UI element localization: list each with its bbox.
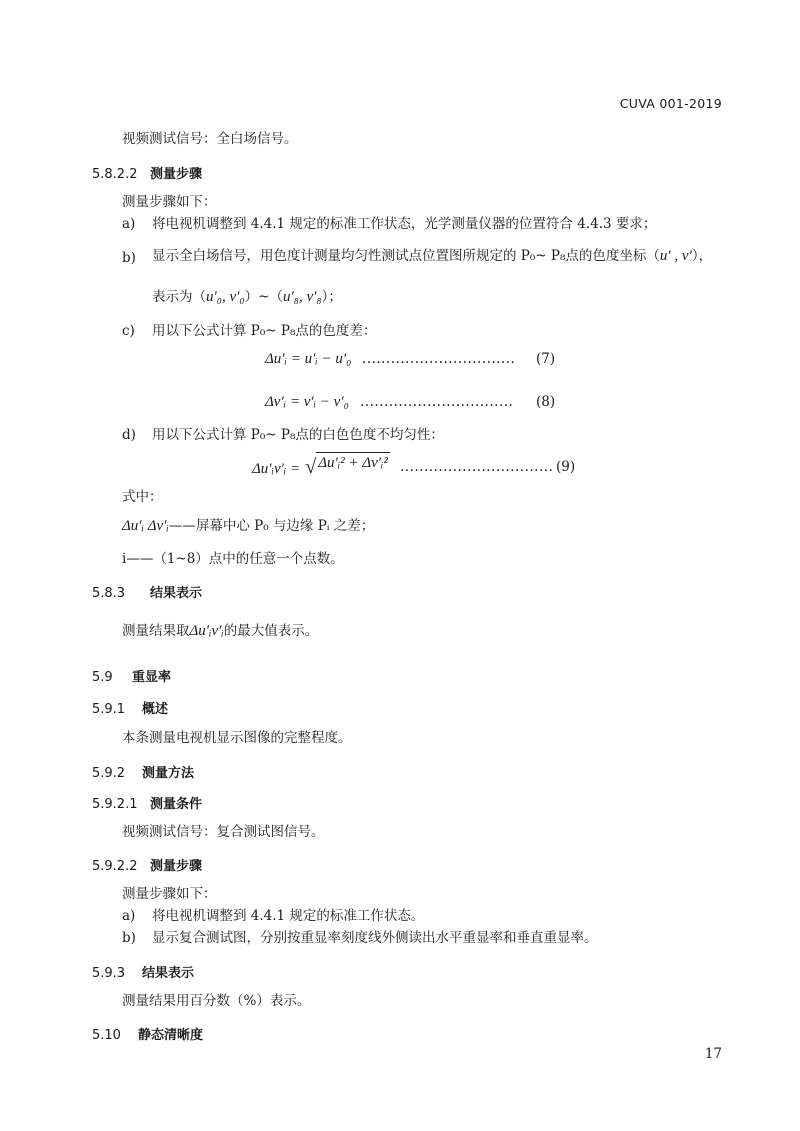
list-marker: a) [122, 216, 136, 232]
equation-8 [265, 391, 565, 411]
section-title: 结果表示 [142, 966, 195, 981]
section-number: 5.8.3 [92, 586, 126, 601]
list-marker: d) [122, 427, 136, 443]
section-number: 5.9.2.1 [92, 797, 138, 812]
equation-expression: Δu′ᵢ = u′ᵢ − u′₀ [265, 351, 352, 367]
section-heading-5-9-2-2 [92, 855, 202, 874]
section-heading-5-8-3 [92, 582, 202, 601]
equation-number: (7) [536, 351, 556, 367]
paragraph: 式中： [122, 489, 163, 505]
symbol-start: u′₀, v′₀ [206, 289, 245, 305]
equation-9 [252, 450, 582, 478]
list-item [152, 247, 712, 265]
equation-number: (8) [536, 394, 556, 410]
section-heading-5-9-2 [92, 762, 194, 781]
section-heading-5-9-1 [92, 698, 168, 717]
symbol-delta-pair: Δu′ᵢ Δv′ᵢ [122, 518, 169, 534]
paragraph [122, 622, 318, 640]
section-number: 5.9.2 [92, 766, 126, 781]
equation-7 [265, 348, 565, 368]
equation-number: (9) [556, 459, 576, 475]
list-item: 将电视机调整到 4.4.1 规定的标准工作状态。 [152, 908, 425, 924]
section-heading-5-10 [92, 1024, 203, 1043]
section-heading-5-9 [92, 666, 171, 685]
section-number: 5.8.2.2 [92, 167, 138, 182]
section-heading-5-8-2-2 [92, 163, 202, 182]
text: 表示为（ [152, 289, 206, 305]
paragraph: 测量步骤如下： [122, 194, 217, 210]
section-title: 测量条件 [150, 797, 203, 812]
sqrt-sign: √ [305, 456, 317, 478]
list-marker: c) [122, 323, 135, 339]
equation-expression: Δv′ᵢ = v′ᵢ − v′₀ [265, 394, 349, 410]
section-number: 5.9.3 [92, 966, 126, 981]
paragraph: 测量结果用百分数（%）表示。 [122, 993, 311, 1009]
section-title: 结果表示 [150, 586, 203, 601]
section-number: 5.9.1 [92, 702, 126, 717]
equation-leader-dots: ................................ [360, 394, 514, 410]
list-item: 将电视机调整到 4.4.1 规定的标准工作状态，光学测量仪器的位置符合 4.4.3 要求； [152, 216, 657, 232]
list-item-text: 显示全白场信号，用色度计测量均匀性测试点位置图所规定的 P₀~ P₈点的色度坐标（ [152, 248, 660, 264]
section-title: 测量步骤 [150, 859, 203, 874]
section-title: 概述 [142, 702, 169, 717]
list-item: 显示复合测试图，分别按重显率刻度线外侧读出水平重显率和垂直重显率。 [152, 930, 598, 946]
equation-leader-dots: ................................ [362, 351, 516, 367]
symbol-delta-uv: Δu′ᵢv′ᵢ [189, 623, 224, 639]
list-marker: b) [122, 930, 136, 946]
list-marker: a) [122, 908, 136, 924]
paragraph: 视频测试信号：复合测试图信号。 [122, 824, 325, 840]
section-heading-5-9-2-1 [92, 793, 202, 812]
text: 的最大值表示。 [223, 623, 319, 639]
section-heading-5-9-3 [92, 962, 194, 981]
paragraph: 测量步骤如下： [122, 886, 217, 902]
paragraph: 本条测量电视机显示图像的完整程度。 [122, 730, 352, 746]
section-title: 静态清晰度 [138, 1028, 204, 1043]
section-number: 5.9.2.2 [92, 859, 138, 874]
list-item-continuation [152, 288, 342, 306]
paragraph: 视频测试信号：全白场信号。 [122, 131, 298, 147]
section-title: 测量步骤 [150, 167, 203, 182]
symbol-end: u′₈, v′₈ [282, 289, 322, 305]
text: ）~（ [244, 289, 283, 305]
section-number: 5.10 [92, 1028, 121, 1043]
section-number: 5.9 [92, 670, 113, 685]
list-marker: b) [122, 250, 136, 266]
definition-text: ——屏幕中心 P₀ 与边缘 Pᵢ 之差； [168, 518, 375, 534]
definition-i: i——（1~8）点中的任意一个点数。 [122, 551, 344, 567]
list-item: 用以下公式计算 P₀~ P₈点的色度差： [152, 323, 377, 339]
section-title: 测量方法 [142, 766, 195, 781]
symbol-coordinate: u′ , v′ [659, 248, 692, 264]
list-item-text-end: ）， [691, 248, 713, 264]
section-title: 重显率 [132, 670, 172, 685]
page-number: 17 [704, 1046, 722, 1062]
equation-lhs: Δu′ᵢv′ᵢ = [252, 461, 301, 477]
document-id: CUVA 001-2019 [619, 96, 722, 111]
list-item: 用以下公式计算 P₀~ P₈点的白色色度不均匀性： [152, 427, 444, 443]
equation-leader-dots: ................................ [400, 459, 554, 475]
text: 测量结果取 [122, 623, 190, 639]
definition-delta [122, 517, 374, 535]
equation-radicand: Δu′ᵢ² + Δv′ᵢ² [316, 452, 390, 472]
text: ）； [321, 289, 342, 305]
